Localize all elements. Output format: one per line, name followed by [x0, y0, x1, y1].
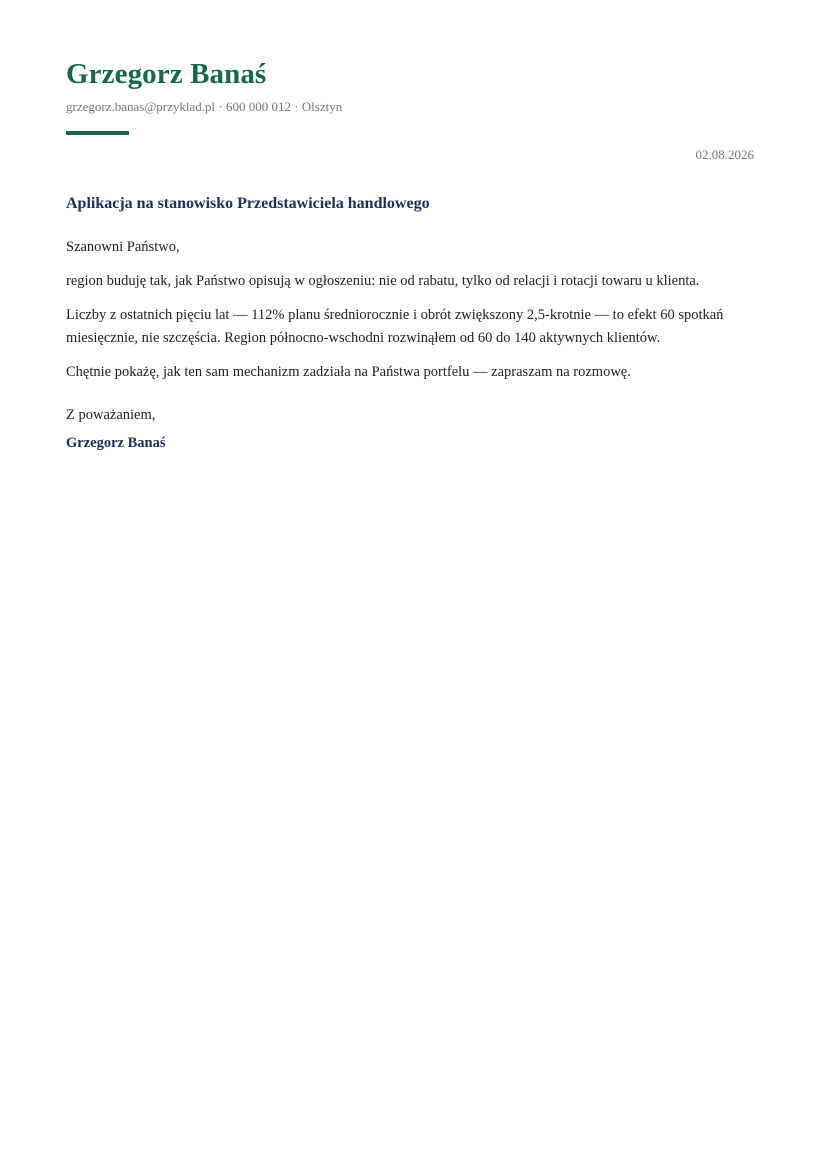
body-paragraph-2: Liczby z ostatnich pięciu lat — 112% planu średniorocznie i obrót zwiększony 2,5-krotnie — to efekt 60 spotkań miesięcznie, nie szczęścia. Region północno-wschodni rozwinąłem od 60 do 140 aktywnych klientów.	[66, 307, 724, 346]
body-paragraph-1: region buduję tak, jak Państwo opisują w ogłoszeniu: nie od rabatu, tylko od relacji i rotacji towaru u klienta.	[66, 273, 700, 289]
sender-name: Grzegorz Banaś	[66, 58, 267, 90]
letter-subject: Aplikacja na stanowisko Przedstawiciela handlowego	[66, 195, 430, 212]
sender-contact-line: grzegorz.banas@przyklad.pl · 600 000 012 · Olsztyn	[66, 99, 343, 114]
closing-phrase: Z poważaniem,	[66, 407, 156, 423]
salutation: Szanowni Państwo,	[66, 239, 180, 255]
accent-divider	[66, 131, 129, 135]
signature-name: Grzegorz Banaś	[66, 435, 166, 451]
letter-date: 02.08.2026	[695, 147, 754, 162]
body-paragraph-3: Chętnie pokażę, jak ten sam mechanizm zadziała na Państwa portfelu — zapraszam na rozmowę.	[66, 364, 631, 380]
letter-body	[66, 236, 756, 395]
